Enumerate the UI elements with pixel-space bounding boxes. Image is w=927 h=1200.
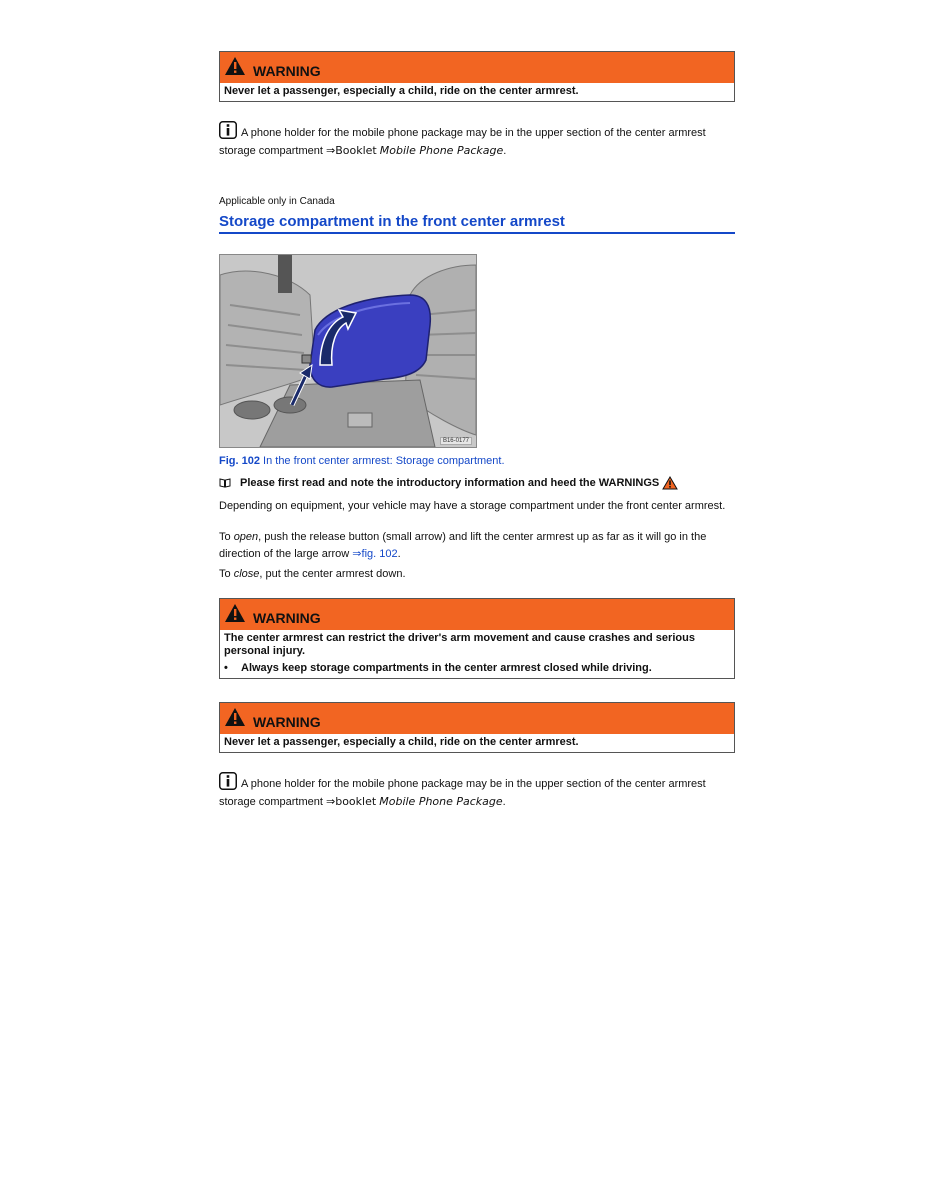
applicability-note: Applicable only in Canada (219, 196, 335, 207)
warning-title: WARNING (253, 63, 321, 79)
info-icon (219, 121, 237, 139)
booklet-title: Mobile Phone Package (379, 795, 503, 808)
warning-box (219, 51, 735, 102)
paragraph-close (219, 568, 729, 581)
booklet-title: Mobile Phone Package (379, 144, 504, 157)
p2-emphasis: open (233, 531, 259, 543)
armrest-figure (219, 254, 477, 448)
section-heading: Storage compartment in the front center armrest (219, 213, 735, 234)
figure-caption-text: In the front center armrest: Storage compartment. (263, 455, 505, 467)
warning-box (219, 702, 735, 753)
warning-title: WARNING (253, 714, 321, 730)
ref-arrow: ⇒ (326, 144, 336, 157)
figure-number: Fig. 102 (219, 455, 260, 467)
warning-bullet (224, 662, 730, 675)
warning-header (220, 52, 734, 83)
info-note: A phone holder for the mobile phone package may be in the upper section of the center armrest storage compartment ⇒Booklet Mobile Phone Package. (219, 121, 735, 160)
warning-triangle-icon (224, 603, 246, 623)
bullet-mark: • (224, 662, 228, 674)
book-icon (219, 478, 231, 488)
p2-prefix: To (219, 531, 231, 543)
p3-prefix: To (219, 568, 231, 580)
booklet-label: Booklet (335, 144, 377, 157)
warning-triangle-icon (224, 707, 246, 727)
p3-text: , put the center armrest down. (259, 568, 406, 580)
bullet-text: Always keep storage compartments in the center armrest closed while driving. (241, 662, 652, 674)
p2-end: . (397, 548, 401, 560)
p3-emphasis: close (233, 568, 260, 580)
warning-text (220, 630, 734, 678)
p2-text: , push the release button (small arrow) and lift the center armrest up as far as it will go in the direction of the large arrow (219, 531, 707, 560)
figure-caption (219, 455, 505, 467)
paragraph-equipment: Depending on equipment, your vehicle may have a storage compartment under the front center armrest. (219, 500, 726, 512)
note-text: A phone holder for the mobile phone package may be in the upper section of the center armrest storage compartment (219, 127, 706, 157)
booklet-label: booklet (335, 795, 377, 808)
warning-triangle-icon (662, 476, 678, 490)
warning-header (220, 599, 734, 630)
info-note: A phone holder for the mobile phone package may be in the upper section of the center armrest storage compartment ⇒booklet Mobile Phone Package. (219, 772, 735, 811)
figure-link[interactable]: ⇒fig. 102 (352, 548, 398, 560)
read-first-notice (219, 476, 735, 490)
warning-statement: The center armrest can restrict the driver's arm movement and cause crashes and serious personal injury. (224, 632, 695, 657)
armrest-illustration-icon (220, 255, 476, 447)
read-first-text: Please first read and note the introductory information and heed the WARNINGS (240, 477, 660, 489)
warning-triangle-icon (224, 56, 246, 76)
note-text: A phone holder for the mobile phone package may be in the upper section of the center armrest storage compartment (219, 778, 706, 808)
paragraph-open (219, 529, 729, 563)
warning-header (220, 703, 734, 734)
warning-box (219, 598, 735, 679)
warning-title: WARNING (253, 610, 321, 626)
info-icon (219, 772, 237, 790)
warning-text: Never let a passenger, especially a child, ride on the center armrest. (224, 736, 579, 748)
figure-code: B16-0177 (440, 437, 472, 445)
ref-arrow: ⇒ (326, 795, 336, 808)
warning-text: Never let a passenger, especially a child, ride on the center armrest. (224, 85, 579, 97)
